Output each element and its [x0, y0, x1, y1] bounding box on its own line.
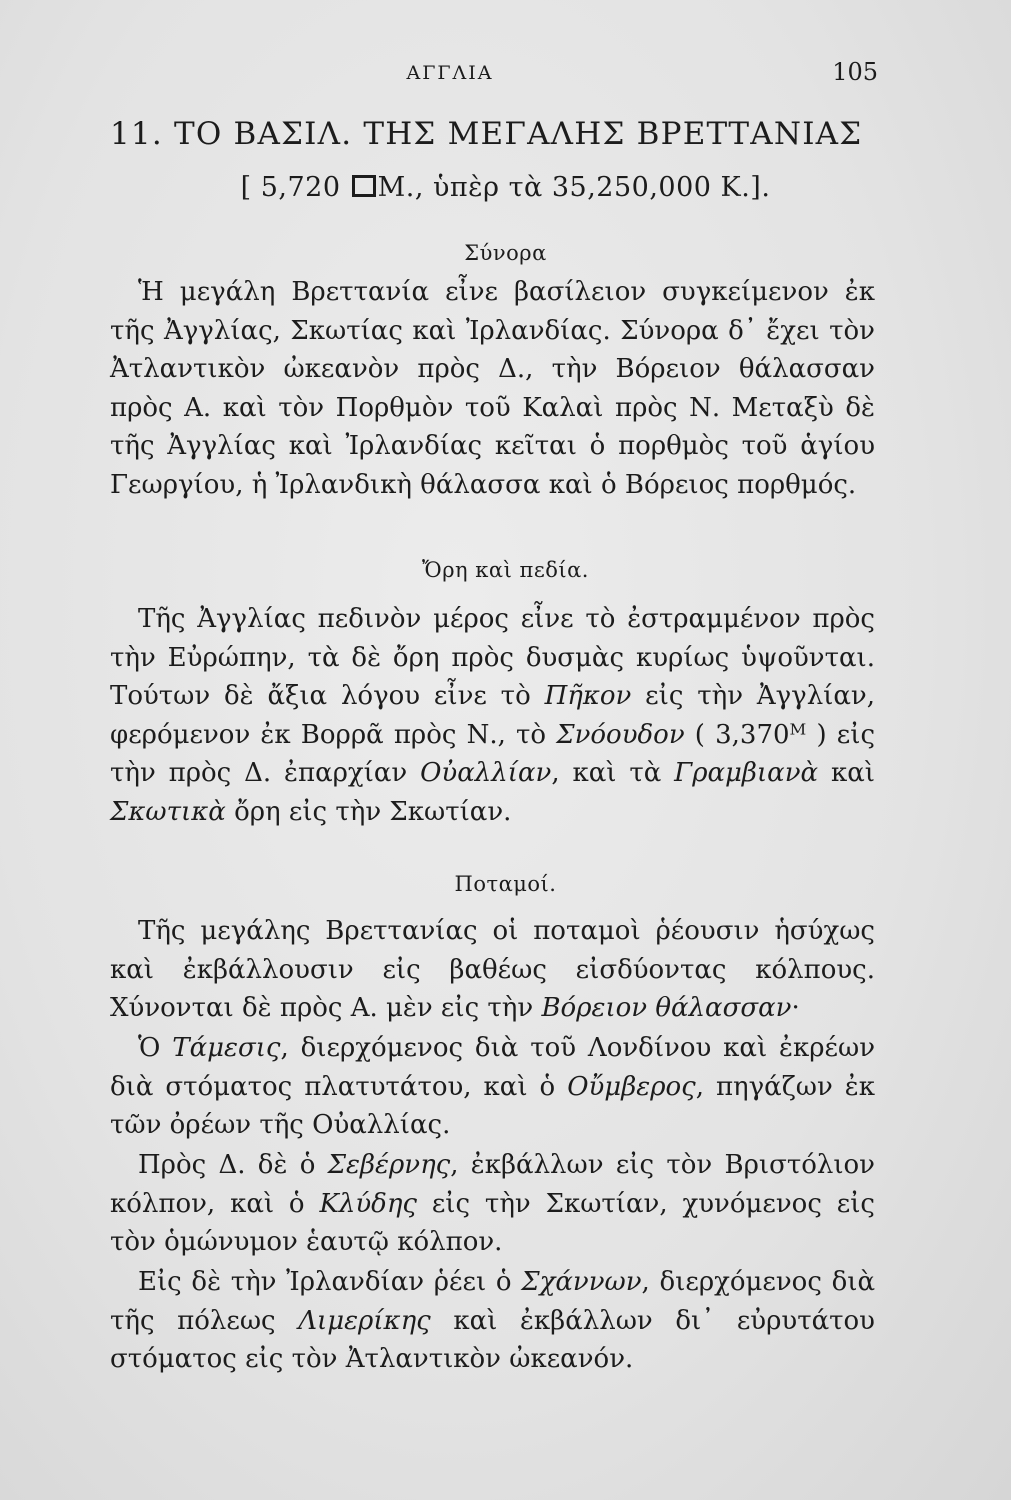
place-name-shannon: Σχάννων	[521, 1267, 642, 1297]
paragraph-shannon	[110, 1263, 875, 1379]
paragraph-rivers	[110, 912, 875, 1028]
paragraph-text: Εἰς δὲ τὴν Ἰρλανδίαν ῥέει ὁ	[138, 1267, 522, 1297]
place-name-humber: Οὔμβερος	[567, 1071, 696, 1102]
place-name-snowdon: Σνόουδον	[556, 719, 685, 750]
paragraph-severn	[110, 1146, 875, 1262]
paragraph-text: Τῆς Ἀγγλίας πεδινὸν μέρος εἶνε τὸ ἐστραμμένον πρὸς τὴν Εὐρώπην, τὰ δὲ ὄρη πρὸς δυσμὰς κυρίως ὑψοῦνται. Τούτων δὲ ἄξια λόγου εἶνε τὸ	[110, 604, 875, 712]
paragraph-text: εἰς τὴν Ἀγγλίαν, φερόμενον ἐκ Βορρᾶ πρὸς Ν., τὸ	[110, 681, 875, 750]
place-name-severn: Σεβέρνης	[327, 1150, 451, 1180]
stats-population: Μ., ὑπὲρ τὰ 35,250,000 Κ.].	[377, 172, 771, 203]
place-name-wales: Οὐαλλίαν	[420, 758, 552, 789]
paragraph-text: , πηγάζων ἐκ τῶν ὀρέων τῆς Οὐαλλίας.	[110, 1071, 875, 1141]
place-name-scottish: Σκωτικὰ	[110, 796, 226, 827]
chapter-heading: 11. ΤΟ ΒΑΣΙΛ. ΤΗΣ ΜΕΓΑΛΗΣ ΒΡΕΤΤΑΝΙΑΣ	[110, 116, 863, 152]
chapter-stats	[0, 172, 1011, 203]
place-name-grampians: Γραμβιανὰ	[674, 758, 819, 789]
section-title-rivers: Ποταμοί.	[454, 872, 557, 896]
place-name-peak: Πῆκον	[544, 681, 632, 712]
paragraph-mountains	[110, 600, 875, 832]
paragraph-text: , διερχόμενος διὰ τῆς πόλεως	[110, 1267, 875, 1336]
paragraph-text: καὶ	[818, 758, 875, 789]
paragraph-text: ( 3,370ᴹ ) εἰς τὴν πρὸς Δ. ἐπαρχίαν	[110, 719, 876, 789]
paragraph-text: , ἐκβάλλων εἰς τὸν Βριστόλιον κόλπον, καὶ ὁ	[110, 1150, 875, 1219]
square-unit-icon	[352, 175, 376, 197]
running-title: ΑΓΓΛΙΑ	[406, 62, 494, 84]
place-name-thames: Τάμεσις	[172, 1033, 281, 1063]
section-title-borders: Σύνορα	[464, 241, 547, 265]
place-name-limerick: Λιμερίκης	[298, 1305, 431, 1336]
paragraph-text: Τῆς μεγάλης Βρεττανίας οἱ ποταμοὶ ῥέουσιν ἡσύχως καὶ ἐκβάλλουσιν εἰς βαθέως εἰσδύοντας κόλπους. Χύνονται δὲ πρὸς Α. μὲν εἰς τὴν	[110, 916, 875, 1024]
paragraph-text: Πρὸς Δ. δὲ ὁ	[138, 1150, 328, 1180]
paragraph-text: εἰς τὴν Σκωτίαν, χυνόμενος εἰς τὸν ὁμώνυμον ἑαυτῷ κόλπον.	[110, 1188, 875, 1258]
paragraph-text: ὄρη εἰς τὴν Σκωτίαν.	[225, 796, 512, 827]
paragraph-borders	[110, 273, 875, 505]
paragraph-thames	[110, 1029, 875, 1145]
paragraph-text: ·	[791, 993, 800, 1024]
paragraph-text: , διερχόμενος διὰ τοῦ Λονδίνου καὶ ἐκρέων διὰ στόματος πλατυτάτου, καὶ ὁ	[110, 1033, 876, 1102]
stats-area-value: [ 5,720	[240, 172, 341, 203]
running-header	[0, 58, 1011, 88]
place-name-clyde: Κλύδης	[319, 1188, 417, 1219]
paragraph-text: , καὶ τὰ	[551, 758, 675, 789]
paragraph-text: Ἡ μεγάλη Βρεττανία εἶνε βασίλειον συγκείμενον ἐκ τῆς Ἀγγλίας, Σκωτίας καὶ Ἰρλανδίας. Σύνορα δ᾽ ἔχει τὸν Ἀτλαντικὸν ὠκεανὸν πρὸς Δ., τὴν Βόρειον θάλασσαν πρὸς Α. καὶ τὸν Πορθμὸν τοῦ Καλαὶ πρὸς Ν. Μεταξὺ δὲ τῆς Ἀγγλίας καὶ Ἰρλανδίας κεῖται ὁ πορθμὸς τοῦ ἁγίου Γεωργίου, ἡ Ἰρλανδικὴ θάλασσα καὶ ὁ Βόρειος πορθμός.	[110, 277, 875, 500]
paragraph-text: Ὁ	[138, 1033, 173, 1063]
section-title-mountains: Ὄρη καὶ πεδία.	[422, 558, 589, 582]
place-name-north-sea: Βόρειον θάλασσαν	[541, 993, 792, 1024]
page-number: 105	[832, 58, 878, 86]
paragraph-text: καὶ ἐκβάλλων δι᾽ εὐρυτάτου στόματος εἰς τὸν Ἀτλαντικὸν ὠκεανόν.	[110, 1305, 875, 1375]
